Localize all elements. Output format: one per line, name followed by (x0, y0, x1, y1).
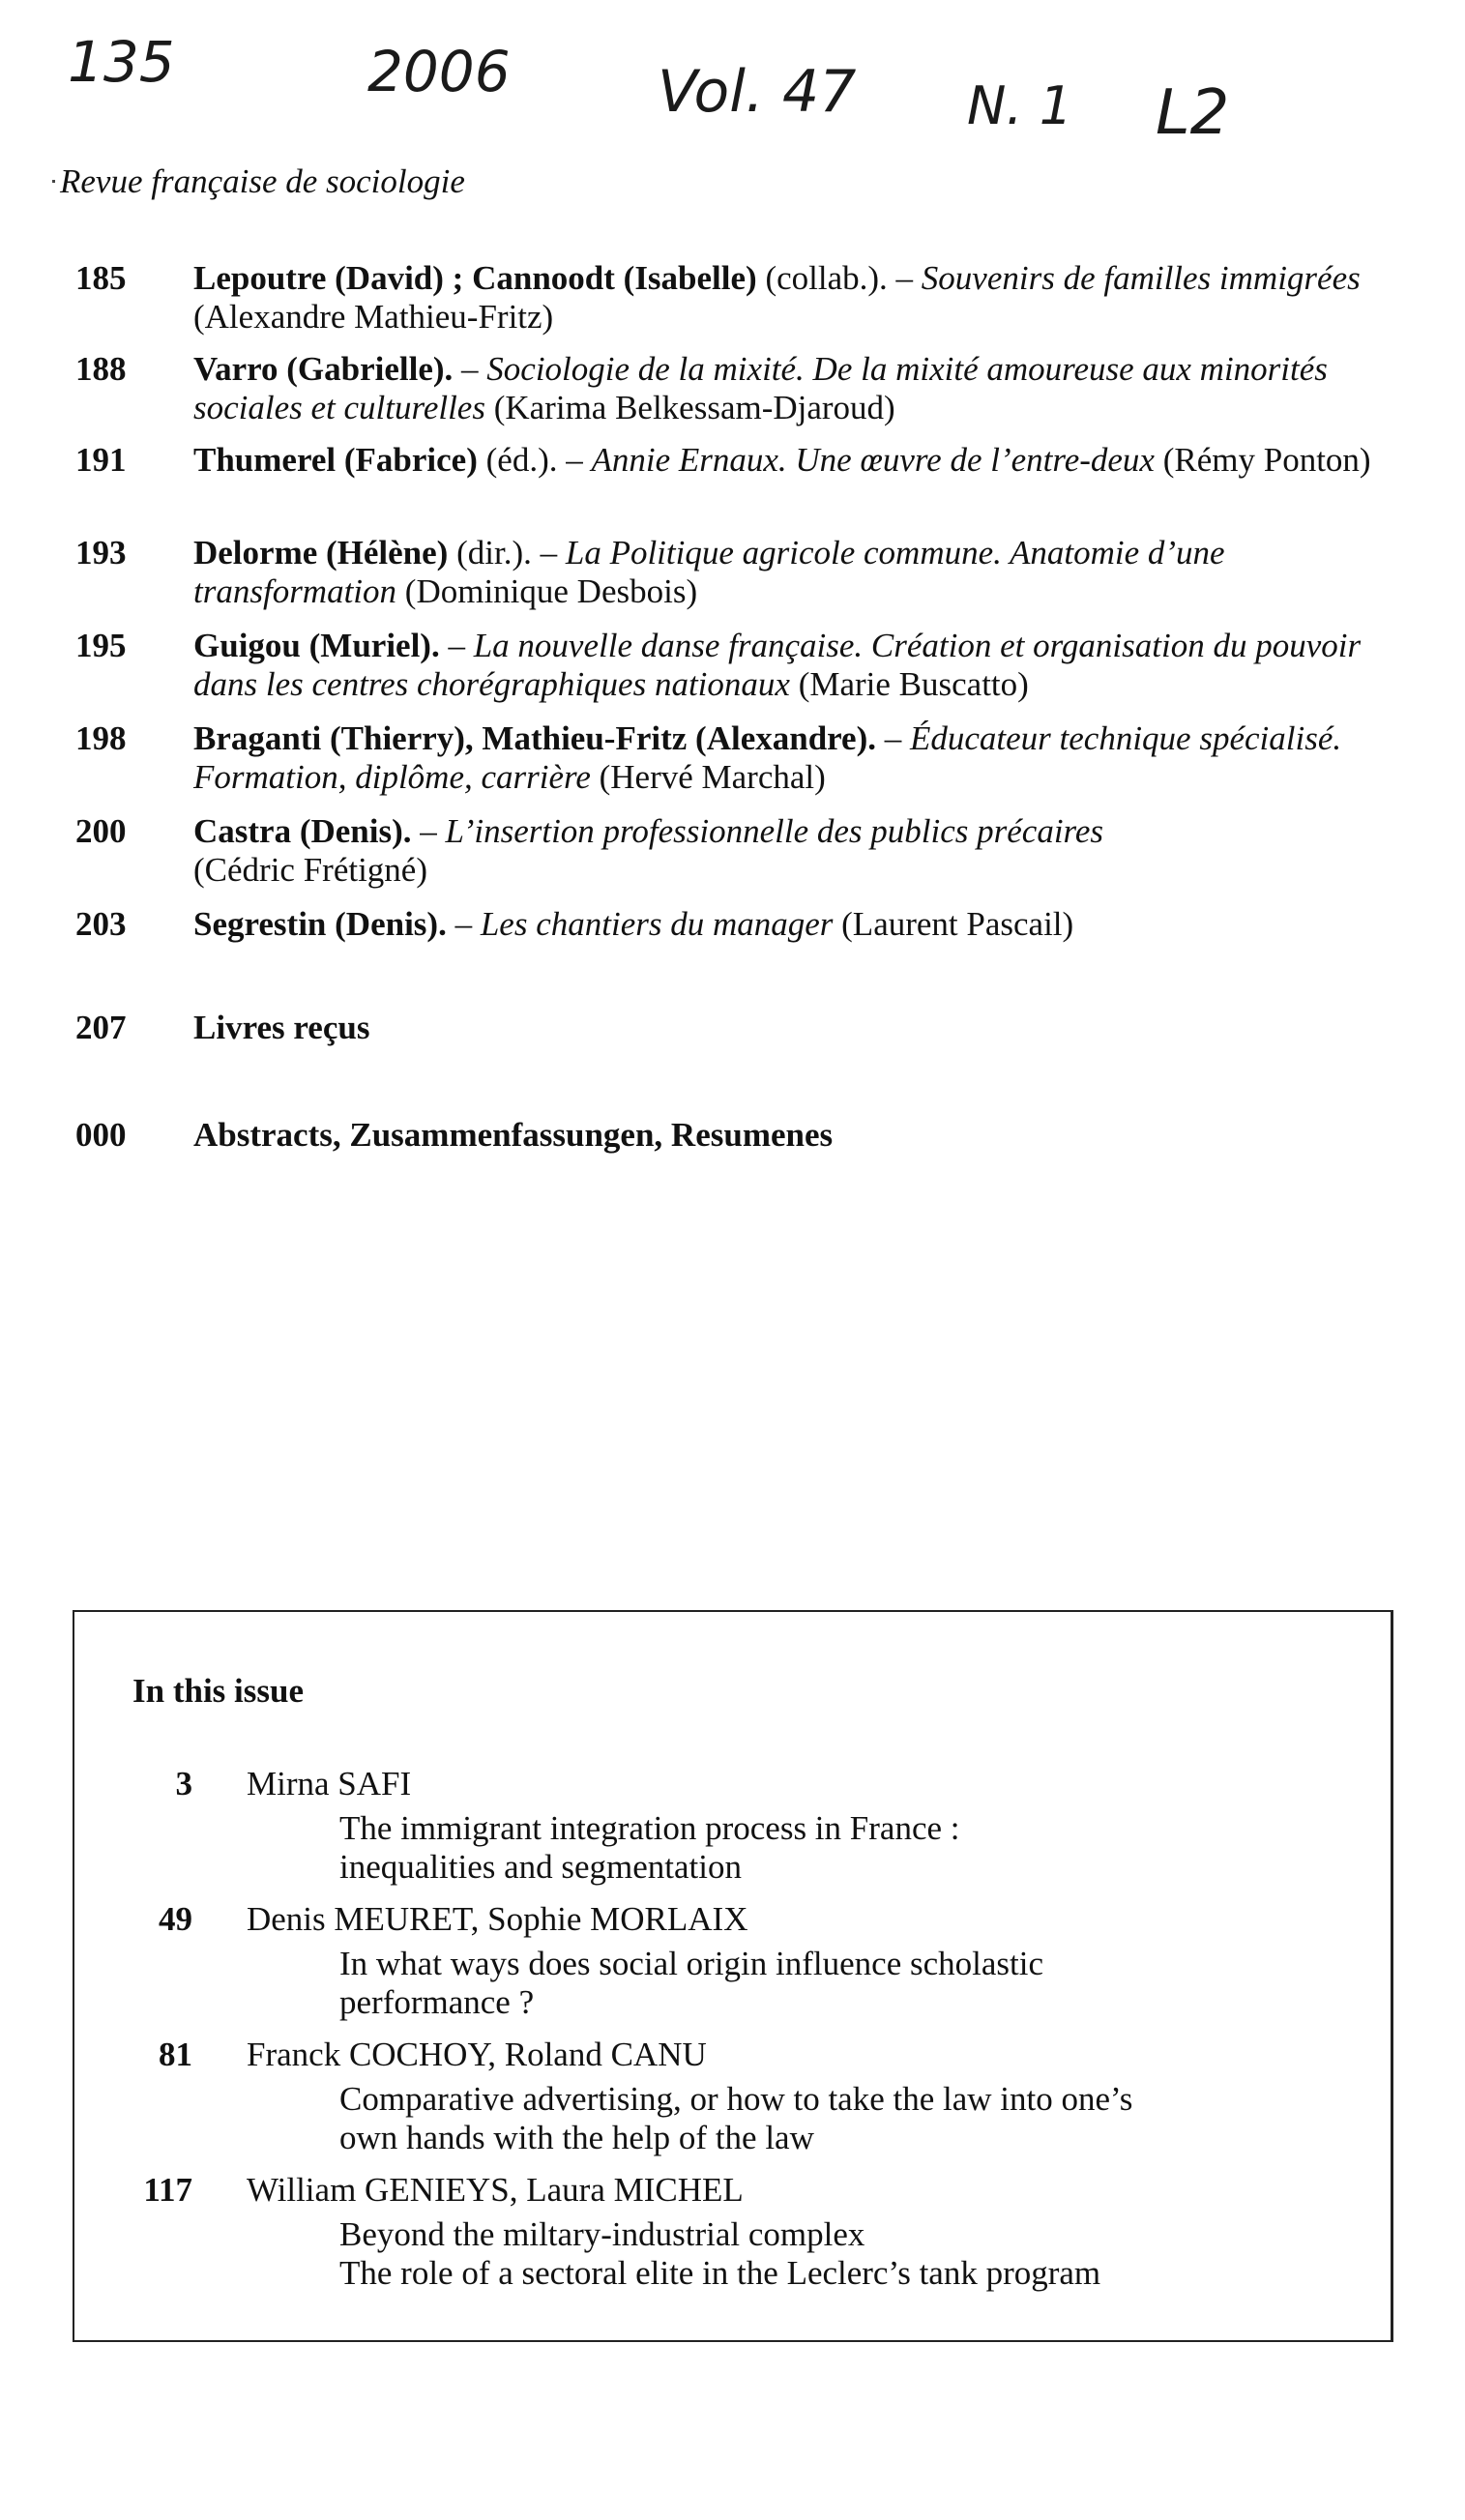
journal-title-text: Revue française de sociologie (60, 162, 465, 200)
entry-reviewer: (Marie Buscatto) (789, 665, 1029, 703)
issue-title-line: Beyond the miltary-industrial complex (339, 2215, 865, 2253)
issue-title-line: Comparative advertising, or how to take the law into one’s (339, 2080, 1133, 2118)
entry-title: Sociologie de la mixité. De la mixité amoureuse aux minorités sociales et culturelles (193, 350, 1328, 426)
entry-title: La Politique agricole commune. Anatomie d’une transformation (193, 534, 1225, 610)
margin-dot (52, 180, 55, 183)
review-entry (75, 350, 1410, 427)
entry-role: – (411, 812, 446, 850)
entry-role: (dir.). – (448, 534, 566, 571)
entry-author: Delorme (Hélène) (193, 534, 449, 571)
entry-reviewer: (Karima Belkessam-Djaroud) (484, 389, 895, 426)
books-received-page: 207 (75, 1009, 127, 1046)
entry-title: Les chantiers du manager (480, 905, 834, 943)
entry-page: 198 (75, 719, 127, 757)
entry-author: Braganti (Thierry), Mathieu-Fritz (Alexandre). (193, 719, 876, 757)
entry-title: Souvenirs de familles immigrées (921, 259, 1361, 297)
abstracts-label: Abstracts, Zusammenfassungen, Resumenes (193, 1116, 834, 1154)
entry-page: 185 (75, 259, 127, 297)
entry-page: 195 (75, 627, 127, 664)
entry-page: 200 (75, 812, 127, 850)
review-entry (75, 627, 1410, 704)
issue-title-line: inequalities and segmentation (339, 1848, 743, 1886)
review-entry (75, 719, 1410, 797)
issue-page: 3 (175, 1765, 192, 1802)
in-this-issue-heading: In this issue (132, 1672, 305, 1710)
issue-authors: Mirna SAFI (247, 1765, 412, 1802)
entry-reviewer: (Alexandre Mathieu-Fritz) (193, 298, 554, 336)
books-received-entry (75, 1009, 1410, 1047)
handwritten-number: 135 (68, 29, 175, 95)
journal-title (60, 162, 465, 201)
entry-reviewer: (Cédric Frétigné) (193, 851, 427, 889)
entry-author: Guigou (Muriel). (193, 627, 440, 664)
handwritten-issue: N. 1 (967, 75, 1073, 136)
review-entry (75, 441, 1410, 480)
entry-reviewer: (Hervé Marchal) (590, 758, 826, 796)
entry-page: 203 (75, 905, 127, 943)
entry-reviewer: (Dominique Desbois) (396, 572, 698, 610)
issue-authors: Franck COCHOY, Roland CANU (247, 2036, 707, 2073)
issue-authors: William GENIEYS, Laura MICHEL (247, 2171, 744, 2209)
issue-title-line: The immigrant integration process in France : (339, 1809, 960, 1847)
entry-author: Varro (Gabrielle). (193, 350, 454, 388)
entry-title: Éducateur technique spécialisé. Formation, diplôme, carrière (193, 719, 1342, 796)
entry-author: Thumerel (Fabrice) (193, 441, 478, 479)
issue-title-line: The role of a sectoral elite in the Leclerc’s tank program (339, 2254, 1101, 2292)
entry-role: (collab.). – (756, 259, 922, 297)
entry-page: 193 (75, 534, 127, 571)
entry-author: Segrestin (Denis). (193, 905, 447, 943)
review-entry (75, 812, 1410, 890)
entry-title: La nouvelle danse française. Création et organisation du pouvoir dans les centres chorégraphiques nationaux (193, 627, 1362, 703)
books-received-label: Livres reçus (193, 1009, 370, 1046)
entry-role: – (453, 350, 487, 388)
issue-page: 117 (143, 2171, 192, 2209)
handwritten-year: 2006 (367, 39, 511, 104)
issue-title-line: own hands with the help of the law (339, 2119, 814, 2156)
entry-role: – (439, 627, 474, 664)
review-entry (75, 259, 1410, 337)
entry-title: Annie Ernaux. Une œuvre de l’entre-deux (591, 441, 1155, 479)
abstracts-page: 000 (75, 1116, 127, 1154)
entry-author: Lepoutre (David) ; Cannoodt (Isabelle) (193, 259, 757, 297)
issue-page: 81 (159, 2036, 192, 2073)
entry-role: – (876, 719, 910, 757)
entry-role: – (446, 905, 481, 943)
entry-reviewer: (Laurent Pascail) (833, 905, 1074, 943)
review-entry (75, 905, 1410, 944)
entry-page: 191 (75, 441, 127, 479)
handwritten-mark: L2 (1156, 77, 1230, 149)
issue-page: 49 (159, 1900, 192, 1938)
abstracts-entry (75, 1116, 1410, 1155)
issue-title-line: performance ? (339, 1983, 535, 2021)
in-this-issue-box (73, 1610, 1393, 2342)
entry-reviewer: (Rémy Ponton) (1154, 441, 1371, 479)
issue-title-line: In what ways does social origin influence scholastic (339, 1945, 1043, 1982)
entry-author: Castra (Denis). (193, 812, 412, 850)
entry-title: L’insertion professionnelle des publics précaires (445, 812, 1104, 850)
entry-role: (éd.). – (477, 441, 592, 479)
handwritten-volume: Vol. 47 (658, 58, 857, 126)
entry-page: 188 (75, 350, 127, 388)
issue-authors: Denis MEURET, Sophie MORLAIX (247, 1900, 748, 1938)
review-entry (75, 534, 1410, 611)
